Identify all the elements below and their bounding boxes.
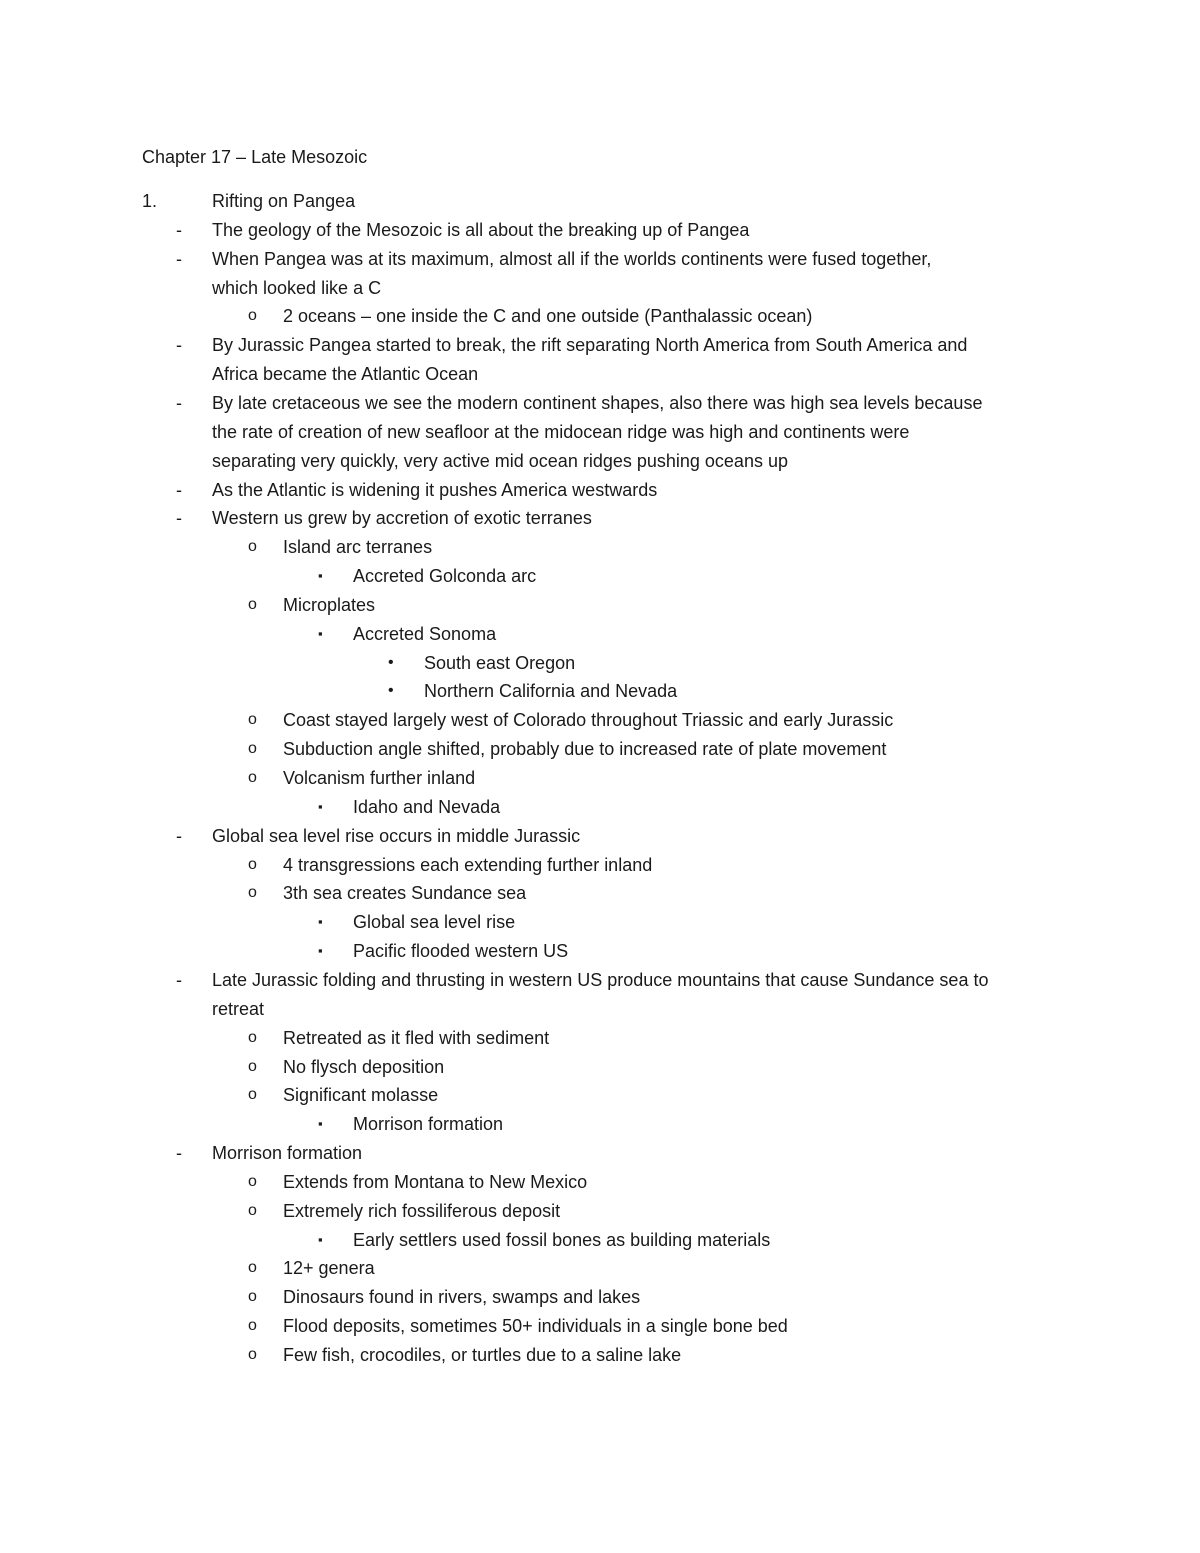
square-bullet: ▪ — [318, 1232, 323, 1247]
outline-item-text: Few fish, crocodiles, or turtles due to a saline lake — [283, 1345, 682, 1365]
square-bullet: ▪ — [318, 626, 323, 641]
square-bullet: ▪ — [318, 1116, 323, 1131]
outline-item-text: Northern California and Nevada — [424, 681, 678, 701]
dash-bullet: - — [176, 249, 182, 269]
outline-item-text: When Pangea was at its maximum, almost all if the worlds continents were fused together, — [212, 249, 932, 269]
circle-bullet: o — [248, 1288, 257, 1305]
outline-item-text: Idaho and Nevada — [353, 797, 501, 817]
circle-bullet: o — [248, 1086, 257, 1103]
outline-item-text: 4 transgressions each extending further inland — [283, 855, 653, 875]
outline-item-text: Extends from Montana to New Mexico — [283, 1172, 588, 1192]
outline-item-text: the rate of creation of new seafloor at the midocean ridge was high and continents were — [212, 422, 910, 442]
outline-item-text: Early settlers used fossil bones as building materials — [353, 1230, 771, 1250]
dash-bullet: - — [176, 508, 182, 528]
circle-bullet: o — [248, 1202, 257, 1219]
outline-item-text: retreat — [212, 999, 265, 1019]
outline-item-text: Morrison formation — [353, 1114, 504, 1134]
dash-bullet: - — [176, 826, 182, 846]
outline-item-text: separating very quickly, very active mid ocean ridges pushing oceans up — [212, 451, 788, 471]
dot-bullet: • — [388, 654, 394, 671]
circle-bullet: o — [248, 1346, 257, 1363]
dash-bullet: - — [176, 970, 182, 990]
outline-item-text: Rifting on Pangea — [212, 191, 356, 211]
outline-item-text: Retreated as it fled with sediment — [283, 1028, 550, 1048]
outline-item-text: The geology of the Mesozoic is all about the breaking up of Pangea — [212, 220, 750, 240]
outline-item-text: Africa became the Atlantic Ocean — [212, 364, 479, 384]
list-number: 1. — [142, 191, 158, 211]
circle-bullet: o — [248, 769, 257, 786]
outline-item-text: Pacific flooded western US — [353, 941, 569, 961]
outline-item-text: Late Jurassic folding and thrusting in western US produce mountains that cause Sundance sea to — [212, 970, 989, 990]
dash-bullet: - — [176, 393, 182, 413]
circle-bullet: o — [248, 596, 257, 613]
outline-item-text: Morrison formation — [212, 1143, 363, 1163]
outline-item-text: South east Oregon — [424, 653, 576, 673]
dash-bullet: - — [176, 1143, 182, 1163]
circle-bullet: o — [248, 538, 257, 555]
outline-item-text: 3th sea creates Sundance sea — [283, 883, 527, 903]
dash-bullet: - — [176, 220, 182, 240]
circle-bullet: o — [248, 1029, 257, 1046]
outline-item-text: 12+ genera — [283, 1258, 375, 1278]
circle-bullet: o — [248, 856, 257, 873]
outline-item-text: which looked like a C — [212, 278, 382, 298]
outline-item-text: Subduction angle shifted, probably due to increased rate of plate movement — [283, 739, 887, 759]
outline-item-text: Volcanism further inland — [283, 768, 476, 788]
outline-item-text: Western us grew by accretion of exotic terranes — [212, 508, 592, 528]
circle-bullet: o — [248, 740, 257, 757]
circle-bullet: o — [248, 711, 257, 728]
document-title: Chapter 17 – Late Mesozoic — [142, 147, 368, 167]
outline-item-text: Island arc terranes — [283, 537, 433, 557]
circle-bullet: o — [248, 1173, 257, 1190]
square-bullet: ▪ — [318, 914, 323, 929]
square-bullet: ▪ — [318, 943, 323, 958]
circle-bullet: o — [248, 1317, 257, 1334]
outline-item-text: By late cretaceous we see the modern continent shapes, also there was high sea levels because — [212, 393, 983, 413]
dash-bullet: - — [176, 480, 182, 500]
outline-item-text: Coast stayed largely west of Colorado throughout Triassic and early Jurassic — [283, 710, 894, 730]
circle-bullet: o — [248, 307, 257, 324]
circle-bullet: o — [248, 1259, 257, 1276]
dot-bullet: • — [388, 682, 394, 699]
dash-bullet: - — [176, 335, 182, 355]
outline-item-text: Global sea level rise occurs in middle Jurassic — [212, 826, 581, 846]
outline-item-text: 2 oceans – one inside the C and one outside (Panthalassic ocean) — [283, 306, 813, 326]
outline-item-text: Flood deposits, sometimes 50+ individuals in a single bone bed — [283, 1316, 788, 1336]
outline-item-text: As the Atlantic is widening it pushes America westwards — [212, 480, 658, 500]
outline-item-text: Global sea level rise — [353, 912, 516, 932]
outline-item-text: By Jurassic Pangea started to break, the rift separating North America from South America and — [212, 335, 968, 355]
circle-bullet: o — [248, 1058, 257, 1075]
square-bullet: ▪ — [318, 799, 323, 814]
outline-item-text: Dinosaurs found in rivers, swamps and lakes — [283, 1287, 641, 1307]
outline-item-text: Microplates — [283, 595, 376, 615]
outline-item-text: Accreted Sonoma — [353, 624, 497, 644]
square-bullet: ▪ — [318, 568, 323, 583]
outline-item-text: Extremely rich fossiliferous deposit — [283, 1201, 561, 1221]
outline-item-text: Accreted Golconda arc — [353, 566, 537, 586]
outline-item-text: Significant molasse — [283, 1085, 439, 1105]
circle-bullet: o — [248, 884, 257, 901]
outline-item-text: No flysch deposition — [283, 1057, 445, 1077]
